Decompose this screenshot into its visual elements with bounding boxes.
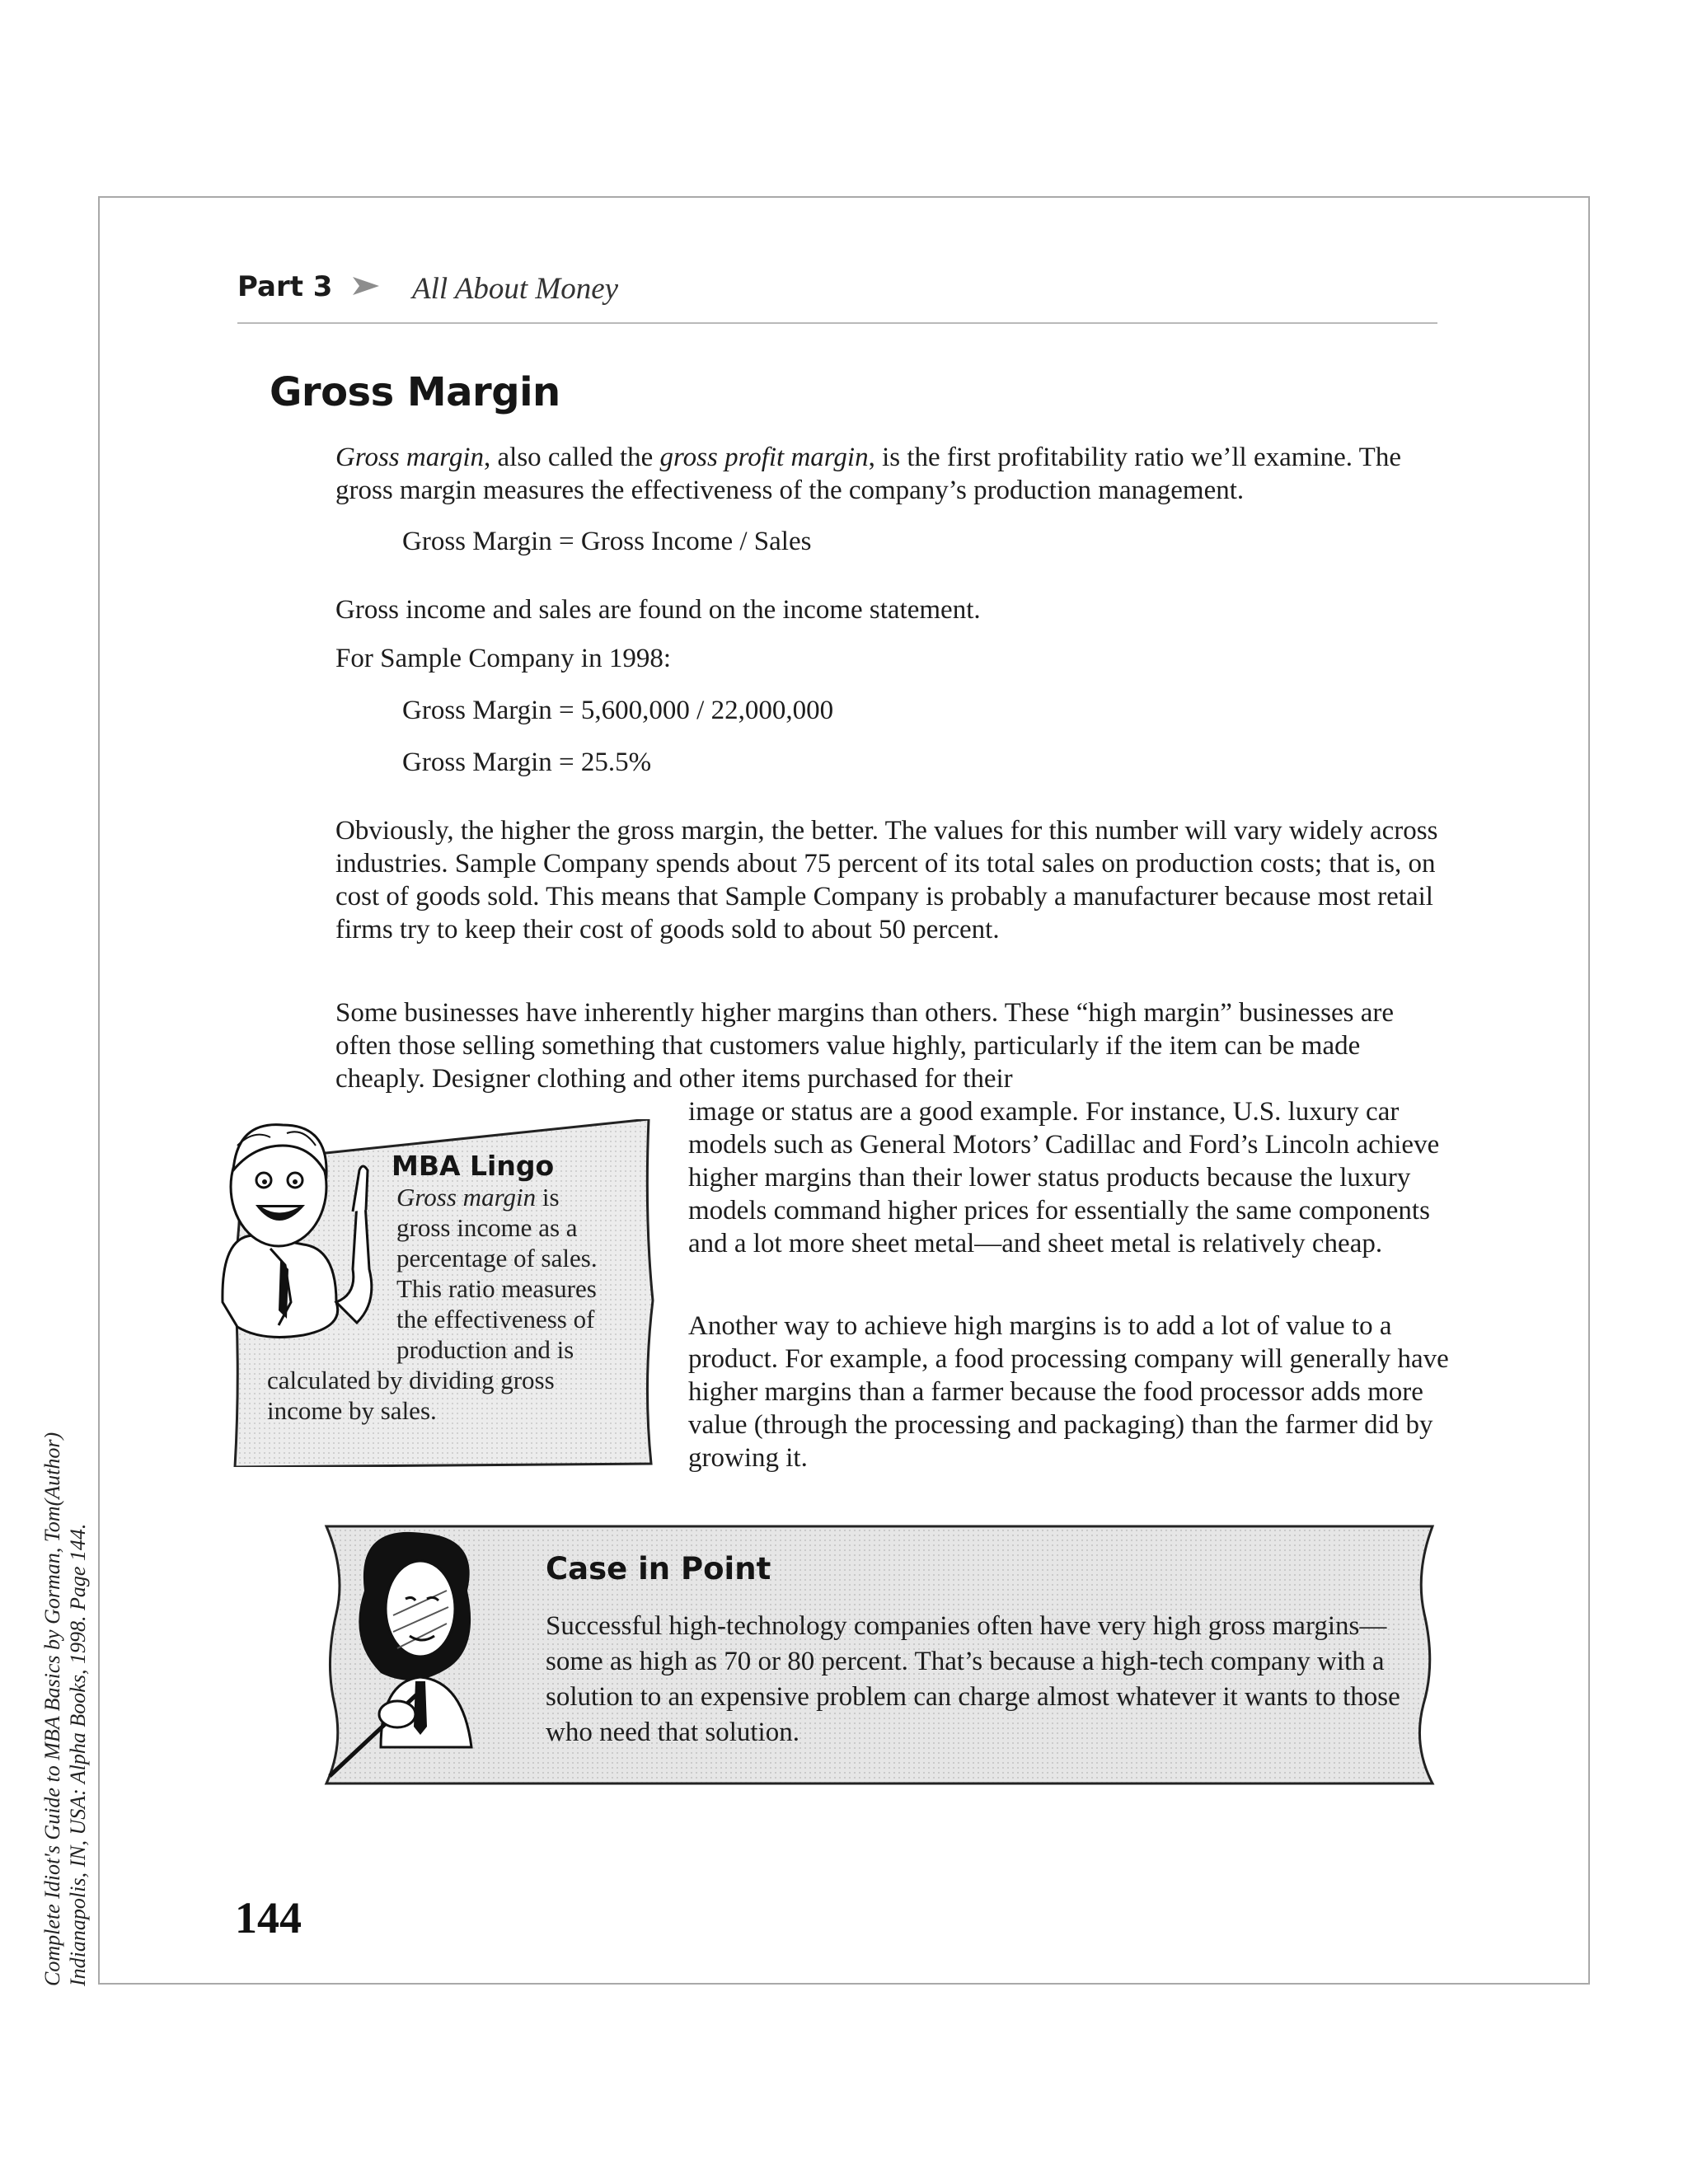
mba-lingo-line-7: calculated by dividing gross [267,1366,555,1394]
case-in-point-text: Successful high-technology companies often have very high gross margins—some as high as 70 or 80 percent. That’s because a high-tech company with a solution to an expensive problem can charge almost whatever it wants to those who need that solution. [546,1611,1400,1747]
intro-paragraph [335,441,1448,507]
part-title: All About Money [412,272,619,306]
intro-text-1: , also called the [484,443,660,472]
intro-text-2: , is the first profitability ratio we’ll examine. The gross margin measures the effectiveness of the company’s production management. [335,443,1401,505]
mba-lingo-line-3: percentage of sales. [396,1244,598,1272]
paragraph-high-margin-continued: image or status are a good example. For instance, U.S. luxury car models such as General Motors’ Cadillac and Ford’s Lincoln achieve higher margins than their lower status products because the luxury models command higher prices for essentially the same components and a lot more sheet metal—and sheet metal is relatively cheap. [688,1097,1440,1258]
side-credit [40,1327,91,1986]
mba-lingo-line-5: the effectiveness of [396,1305,595,1333]
chevron-right-icon [353,277,379,295]
cartoon-man-pointing-icon [213,1113,386,1343]
section-heading: Gross Margin [270,369,560,415]
mba-lingo-line-1 [396,1182,560,1212]
mba-lingo-line-1-rest: is [536,1183,560,1212]
case-in-point-title: Case in Point [546,1551,771,1586]
term-gross-profit-margin: gross profit margin [659,443,869,472]
paragraph-high-margin: Some businesses have inherently higher margins than others. These “high margin” businesses are often those selling something that customers value highly, particularly if the item can be made cheaply. Designer clothing and other items purchased for their [335,998,1394,1094]
example-result: Gross Margin = 25.5% [402,748,652,777]
mba-lingo-line-8: income by sales. [267,1396,437,1425]
example-label: For Sample Company in 1998: [335,644,671,673]
formula: Gross Margin = Gross Income / Sales [402,527,812,556]
mba-lingo-line-4: This ratio measures [396,1274,597,1303]
paragraph-add-value: Another way to achieve high margins is to add a lot of value to a product. For example, a food processing company will generally have higher margins than a farmer because the food processor adds more value (through the processing and packaging) than the farmer did by growing it. [688,1311,1449,1473]
part-label: Part 3 [237,270,333,303]
term-gross-margin: Gross margin [335,443,485,472]
mba-lingo-line-6: production and is [396,1335,574,1364]
page-number: 144 [235,1893,302,1943]
cartoon-woman-pointer-icon [323,1516,537,1788]
side-credit-line-1: Complete Idiot's Guide to MBA Basics by Gorman, Tom(Author) [40,1432,64,1986]
example-calc: Gross Margin = 5,600,000 / 22,000,000 [402,696,834,725]
side-credit-line-2: Indianapolis, IN, USA: Alpha Books, 1998. Page 144. [66,1523,90,1986]
mba-lingo-term: Gross margin [396,1183,537,1212]
mba-lingo-line-2: gross income as a [396,1213,578,1242]
running-head [237,268,1437,324]
mba-lingo-title: MBA Lingo [392,1150,555,1182]
paragraph-obviously: Obviously, the higher the gross margin, the better. The values for this number will vary widely across industries. Sample Company spends about 75 percent of its total sales on production costs; that is, on cost of goods sold. This means that Sample Company is probably a manufacturer because most retail firms try to keep their cost of goods sold to about 50 percent. [335,816,1438,944]
source-note: Gross income and sales are found on the income statement. [335,595,981,625]
